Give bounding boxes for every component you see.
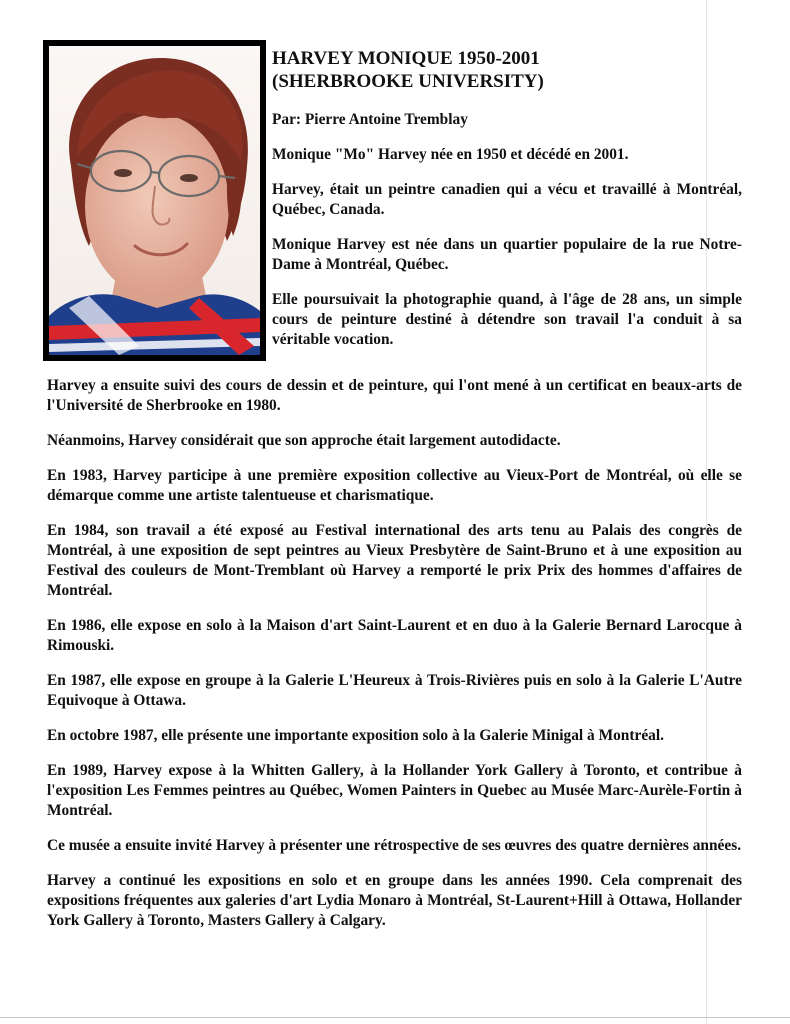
body-paragraph: Harvey a ensuite suivi des cours de dessin et de peinture, qui l'ont mené à un certificat en beaux-arts de l'Université de Sherbrooke en 1980.: [47, 377, 742, 414]
body-paragraph: En 1989, Harvey expose à la Whitten Gallery, à la Hollander York Gallery à Toronto, et contribue à l'exposition Les Femmes peintres au Québec, Women Painters in Quebec au Musée Marc-Aurèle-Fortin à Montréal.: [47, 762, 742, 819]
page-bottom-edge: [0, 1017, 790, 1018]
title-line: (SHERBROOKE UNIVERSITY): [272, 71, 544, 92]
body-paragraph: Ce musée a ensuite invité Harvey à présenter une rétrospective de ses œuvres des quatre dernières années.: [47, 837, 742, 854]
document-title: [272, 47, 742, 93]
intro-paragraph: Monique "Mo" Harvey née en 1950 et décédé en 2001.: [272, 146, 629, 163]
intro-paragraph: Elle poursuivait la photographie quand, à l'âge de 28 ans, un simple cours de peinture destiné à détendre son travail l'a conduit à sa véritable vocation.: [272, 291, 742, 348]
body-paragraph: En 1986, elle expose en solo à la Maison d'art Saint-Laurent et en duo à la Galerie Bernard Larocque à Rimouski.: [47, 617, 742, 654]
intro-paragraph: Monique Harvey est née dans un quartier populaire de la rue Notre-Dame à Montréal, Québec.: [272, 236, 742, 273]
body-paragraph: Harvey a continué les expositions en solo et en groupe dans les années 1990. Cela comprenait des expositions fréquentes aux galeries d'art Lydia Monaro à Montréal, St-Laurent+Hill à Ottawa, Hollander York Gallery à Toronto, Masters Gallery à Calgary.: [47, 872, 742, 929]
author-line: Par: Pierre Antoine Tremblay: [272, 111, 468, 128]
body-paragraph: Néanmoins, Harvey considérait que son approche était largement autodidacte.: [47, 432, 561, 449]
title-line: HARVEY MONIQUE 1950-2001: [272, 48, 540, 69]
portrait-illustration: [49, 46, 260, 355]
body-paragraph: En 1984, son travail a été exposé au Festival international des arts tenu au Palais des congrès de Montréal, à une exposition de sept peintres au Vieux Presbytère de Saint-Bruno et à une exposition au Festival des couleurs de Mont-Tremblant où Harvey a remporté le prix Prix des hommes d'affaires de Montréal.: [47, 522, 742, 599]
intro-paragraph: Harvey, était un peintre canadien qui a vécu et travaillé à Montréal, Québec, Canada.: [272, 181, 742, 218]
body-paragraph: En 1987, elle expose en groupe à la Galerie L'Heureux à Trois-Rivières puis en solo à la Galerie L'Autre Equivoque à Ottawa.: [47, 672, 742, 709]
header-block: [272, 47, 742, 350]
body-paragraph: En 1983, Harvey participe à une première exposition collective au Vieux-Port de Montréal, où elle se démarque comme une artiste talentueuse et charismatique.: [47, 467, 742, 504]
portrait-photo: [43, 40, 266, 361]
body-paragraph: En octobre 1987, elle présente une importante exposition solo à la Galerie Minigal à Montréal.: [47, 727, 664, 744]
body-text: [47, 376, 742, 946]
